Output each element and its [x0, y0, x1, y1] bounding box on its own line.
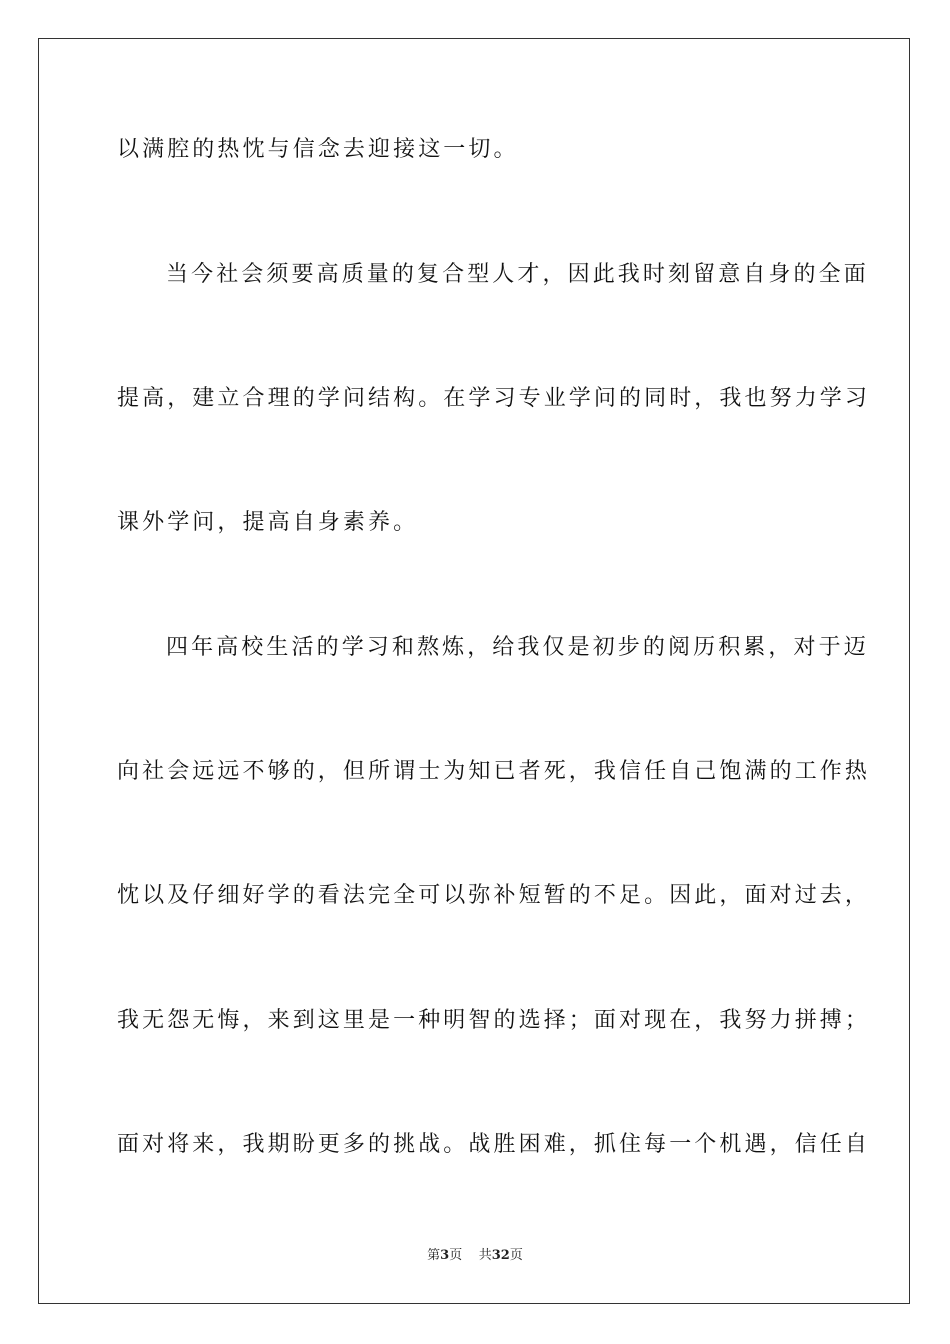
page-footer: [0, 1247, 950, 1265]
text-line-1: 以满腔的热忱与信念去迎接这一切。: [117, 137, 519, 162]
text-line-9: 面对将来，我期盼更多的挑战。战胜困难，抓住每一个机遇，信任自: [117, 1132, 871, 1157]
text-line-5: 四年高校生活的学习和熬炼，给我仅是初步的阅历积累，对于迈: [166, 635, 869, 660]
text-line-7: 忱以及仔细好学的看法完全可以弥补短暂的不足。因此，面对过去，: [117, 883, 871, 908]
text-line-3: 提高，建立合理的学问结构。在学习专业学问的同时，我也努力学习: [117, 386, 871, 411]
page-prefix: 第: [427, 1248, 441, 1263]
text-line-4: 课外学问，提高自身素养。: [117, 510, 419, 535]
page-suffix: 页: [449, 1248, 463, 1263]
text-line-8: 我无怨无悔，来到这里是一种明智的选择；面对现在，我努力拼搏；: [117, 1008, 871, 1033]
page-number: 3: [440, 1248, 450, 1263]
total-suffix: 页: [509, 1248, 523, 1263]
text-line-6: 向社会远远不够的，但所谓士为知已者死，我信任自己饱满的工作热: [117, 759, 871, 784]
total-prefix: 共: [478, 1248, 492, 1263]
text-line-2: 当今社会须要高质量的复合型人才，因此我时刻留意自身的全面: [166, 262, 869, 287]
page-border: [38, 38, 910, 1304]
total-pages: 32: [491, 1248, 510, 1263]
